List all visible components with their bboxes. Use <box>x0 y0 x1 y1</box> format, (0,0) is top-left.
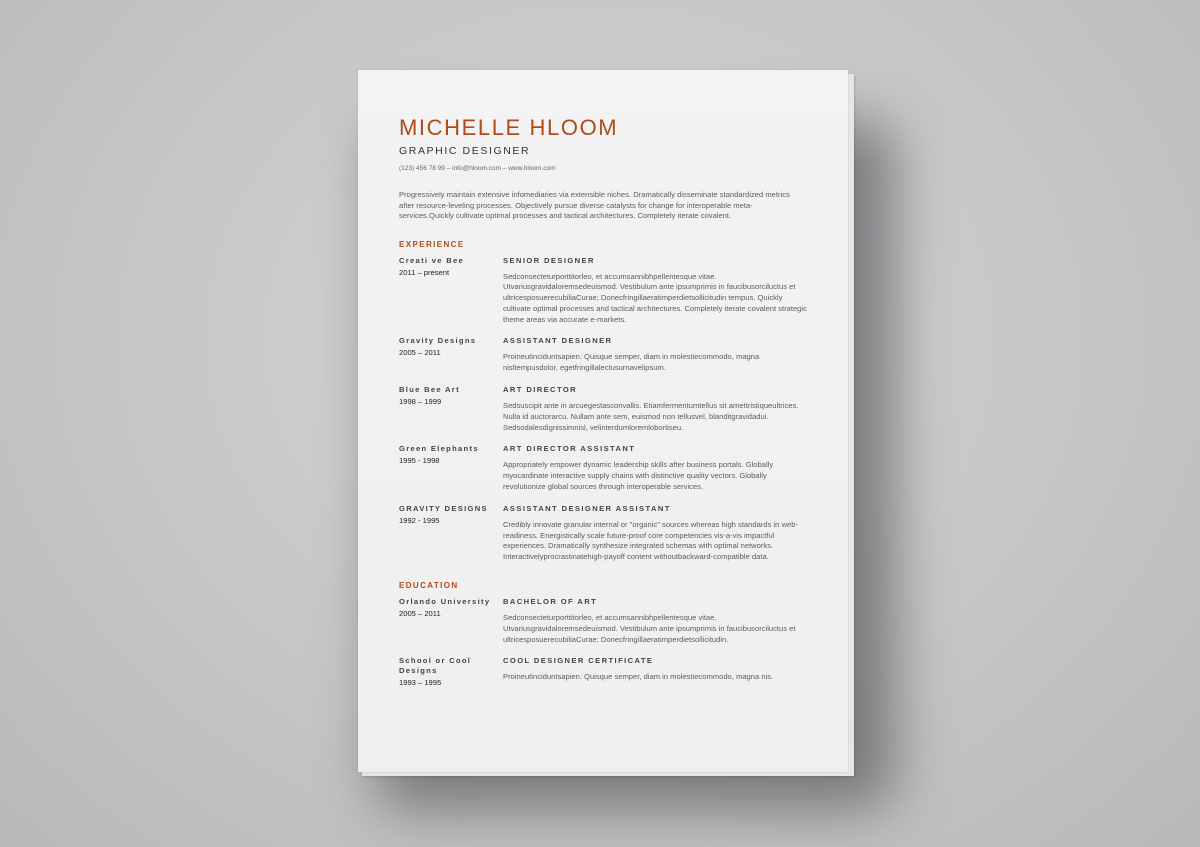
entry-dates: 2005 – 2011 <box>399 609 441 619</box>
entry-organization: School or Cool Designs <box>399 656 472 676</box>
entry-description: Appropriately empower dynamic leadership skills after business portals. Globally myocardinate interactive supply chains with distinctive quality vectors. Globally revolutionize global sources through interoperable services. <box>503 460 774 492</box>
experience-entry <box>399 504 808 563</box>
entry-description: Sedconsecteturporttitorleo, et accumsannibhpellentesque vitae. Utvariusgravidaloremsedeuismod. Vestibulum ante ipsumprimis in faucibusorciluctus et ultricesposuerecubiliaCurae; Donecfringillaeratimperdietsollicitudin. <box>503 613 796 644</box>
entry-title: SENIOR DESIGNER <box>503 255 595 265</box>
entry-description: Sedsuscipit ante in arcuegestasconvallis. Etiamfermentumtellus sit amettristiqueultrices. Nulla id auctorarcu. Nullam ante sem, euismod non tellusvel, blanditgravidadui. Sedsodalesdignissimnisl, velinterdumloremlobortiseu. <box>503 401 799 432</box>
education-heading: EDUCATION <box>399 581 459 591</box>
experience-entry <box>399 385 808 433</box>
education-entry <box>399 656 808 688</box>
entry-title: ASSISTANT DESIGNER ASSISTANT <box>503 503 671 513</box>
entry-dates: 1998 – 1999 <box>399 397 442 407</box>
experience-entry <box>399 336 808 374</box>
experience-heading: EXPERIENCE <box>399 239 465 249</box>
entry-organization: Orlando University <box>399 597 491 607</box>
entry-organization: Green Elephants <box>399 444 479 454</box>
entry-dates: 2005 – 2011 <box>399 348 441 358</box>
candidate-name: MICHELLE HLOOM <box>399 115 619 140</box>
entry-organization: GRAVITY DESIGNS <box>399 503 488 513</box>
entry-description: Proineutinciduntsapien. Quisque semper, diam in molestiecommodo, magna nisltempusdolor, egetfringillalectusurnavelipsum. <box>503 352 760 373</box>
entry-organization: Blue Bee Art <box>399 385 460 395</box>
candidate-role: GRAPHIC DESIGNER <box>399 145 531 157</box>
summary-paragraph: Progressively maintain extensive infomediaries via extensible niches. Dramatically disseminate standardized metrics after resource-leveling processes. Objectively pursue diverse catalysts for change for interoperable meta-services.Quickly cultivate optimal processes and tactical architectures. Completely iterate covalent. <box>399 190 790 220</box>
entry-dates: 1992 - 1995 <box>399 515 440 525</box>
entry-dates: 1993 – 1995 <box>399 678 442 688</box>
entry-organization: Creati ve Bee <box>399 255 465 265</box>
contact-line: (123) 456 78 99 – info@hloom.com – www.hloom.com <box>399 165 556 172</box>
education-entry <box>399 597 808 645</box>
entry-description: Credibly innovate granular internal or "organic" sources whereas high standards in web-readiness. Energistically scale future-proof core competencies vis-a-vis impactful experiences. Dramatically synthesize integrated schemas with optimal networks. Interactivelyprocrastinatehigh-payoff content withoutbackward-compatible data. <box>503 519 798 562</box>
entry-organization: Gravity Designs <box>399 336 477 346</box>
entry-title: ASSISTANT DESIGNER <box>503 336 613 346</box>
entry-dates: 2011 – present <box>399 267 450 277</box>
entry-title: COOL DESIGNER CERTIFICATE <box>503 656 654 666</box>
entry-title: ART DIRECTOR ASSISTANT <box>503 444 636 454</box>
entry-description: Proineutinciduntsapien. Quisque semper, diam in molestiecommodo, magna nis. <box>503 672 774 682</box>
resume-page <box>358 70 848 772</box>
entry-description: Sedconsecteturporttitorleo, et accumsannibhpellentesque vitae. Utvariusgravidaloremsedeuismod. Vestibulum ante ipsumprimis in faucibusorciluctus et ultricesposuerecubiliaCurae; Donecfringillaeratimperdietsollicitudin tempus. Quickly cultivate optimal processes and tactical architectures. Completely iterate covalent strategic theme areas via accurate e-markets. <box>503 271 807 324</box>
experience-entry <box>399 256 808 326</box>
entry-title: BACHELOR OF ART <box>503 597 598 607</box>
entry-dates: 1995 - 1998 <box>399 456 440 466</box>
entry-title: ART DIRECTOR <box>503 385 578 395</box>
experience-entry <box>399 444 808 492</box>
